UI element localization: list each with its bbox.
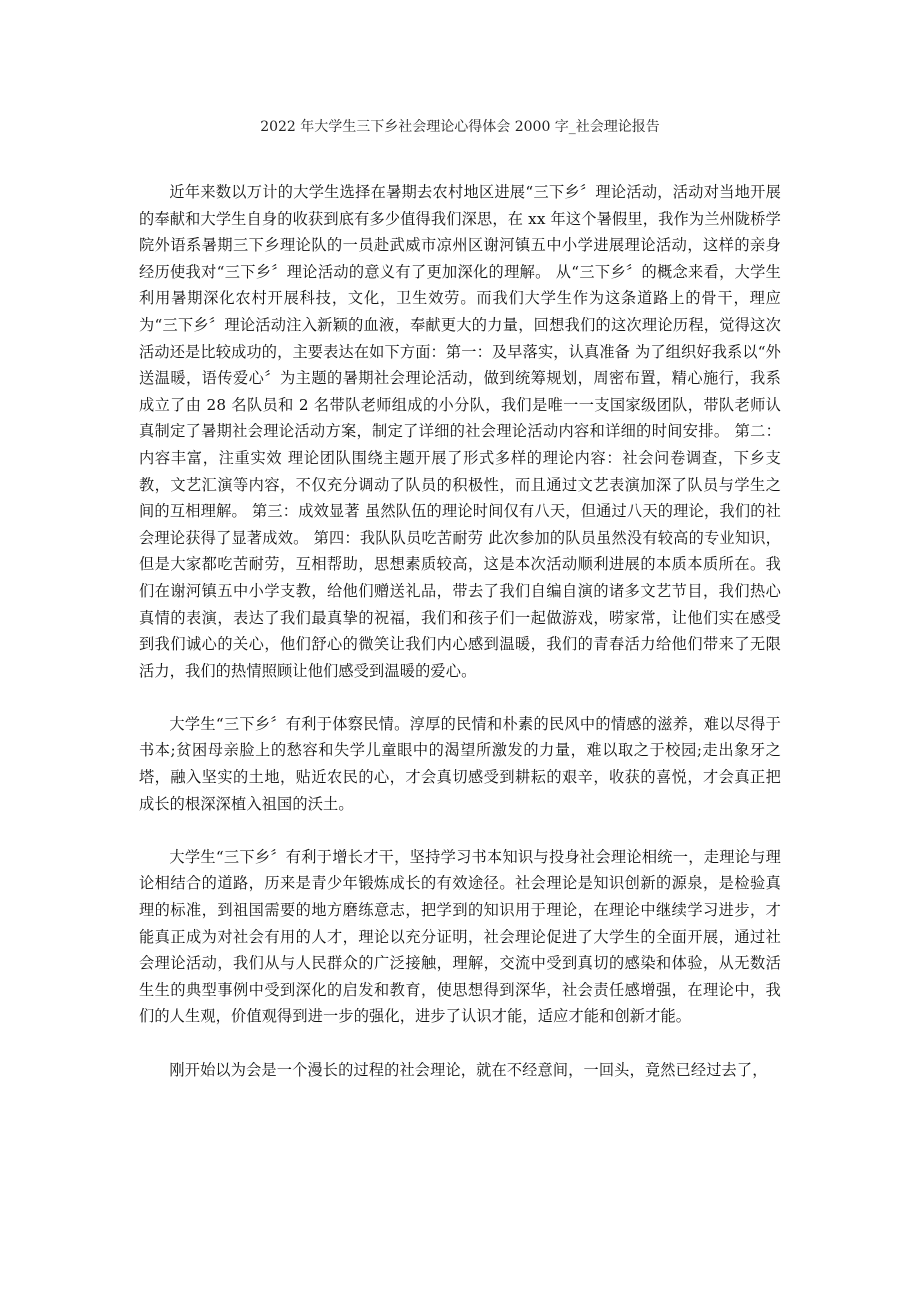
paragraph: 大学生“三下乡〞有利于增长才干，坚持学习书本知识与投身社会理论相统一，走理论与理论相结合的道路，历来是青少年锻炼成长的有效途径。社会理论是知识创新的源泉，是检验真理的标准，到祖国需要的地方磨练意志，把学到的知识用于理论，在理论中继续学习进步，才能真正成为对社会有用的人才，理论以充分证明，社会理论促进了大学生的全面开展，通过社会理论活动，我们从与人民群众的广泛接触，理解，交流中受到真切的感染和体验，从无数活生生的典型事例中受到深化的启发和教育，使思想得到深华，社会责任感增强，在理论中，我们的人生观，价值观得到进一步的强化，进步了认识才能，适应才能和创新才能。 — [139, 847, 781, 1026]
paragraph: 大学生“三下乡〞有利于体察民情。淳厚的民情和朴素的民风中的情感的滋养，难以尽得于书本;贫困母亲脸上的愁容和失学儿童眼中的渴望所激发的力量，难以取之于校园;走出象牙之塔，融入坚实的土地，贴近农民的心，才会真切感受到耕耘的艰辛，收获的喜悦，才会真正把成长的根深深植入祖国的沃土。 — [139, 714, 781, 813]
paragraph: 刚开始以为会是一个漫长的过程的社会理论，就在不经意间，一回头，竟然已经过去了， — [169, 1060, 768, 1079]
document-body — [139, 179, 781, 1110]
document-title: 2022 年大学生三下乡社会理论心得体会 2000 字_社会理论报告 — [260, 119, 660, 135]
paragraph: 近年来数以万计的大学生选择在暑期去农村地区进展“三下乡〞理论活动，活动对当地开展的奉献和大学生自身的收获到底有多少值得我们深思，在 xx 年这个暑假里，我作为兰州陇桥学院外语系暑期三下乡理论队的一员赴武威市凉州区谢河镇五中小学进展理论活动，这样的亲身经历使我对“三下乡〞理论活动的意义有了更加深化的理解。 从“三下乡〞的概念来看，大学生利用暑期深化农村开展科技，文化，卫生效劳。而我们大学生作为这条道路上的骨干，理应为“三下乡〞理论活动注入新颖的血液，奉献更大的力量，回想我们的这次理论历程，觉得这次活动还是比较成功的，主要表达在如下方面：第一：及早落实，认真准备 为了组织好我系以“外送温暖，语传爱心〞为主题的暑期社会理论活动，做到统筹规划，周密布置，精心施行，我系成立了由 28 名队员和 2 名带队老师组成的小分队，我们是唯一一支国家级团队，带队老师认真制定了暑期社会理论活动方案，制定了详细的社会理论活动内容和详细的时间安排。 第二：内容丰富，注重实效 理论团队围绕主题开展了形式多样的理论内容：社会问卷调查，下乡支教，文艺汇演等内容，不仅充分调动了队员的积极性，而且通过文艺表演加深了队员与学生之间的互相理解。 第三：成效显著 虽然队伍的理论时间仅有八天，但通过八天的理论，我们的社会理论获得了显著成效。 第四：我队队员吃苦耐劳 此次参加的队员虽然没有较高的专业知识，但是大家都吃苦耐劳，互相帮助，思想素质较高，这是本次活动顺利进展的本质本质所在。我们在谢河镇五中小学支教，给他们赠送礼品，带去了我们自编自演的诸多文艺节目，我们热心真情的表演，表达了我们最真挚的祝福，我们和孩子们一起做游戏，唠家常，让他们实在感受到我们诚心的关心，他们舒心的微笑让我们内心感到温暖，我们的青春活力给他们带来了无限活力，我们的热情照顾让他们感受到温暖的爱心。 — [139, 183, 781, 680]
